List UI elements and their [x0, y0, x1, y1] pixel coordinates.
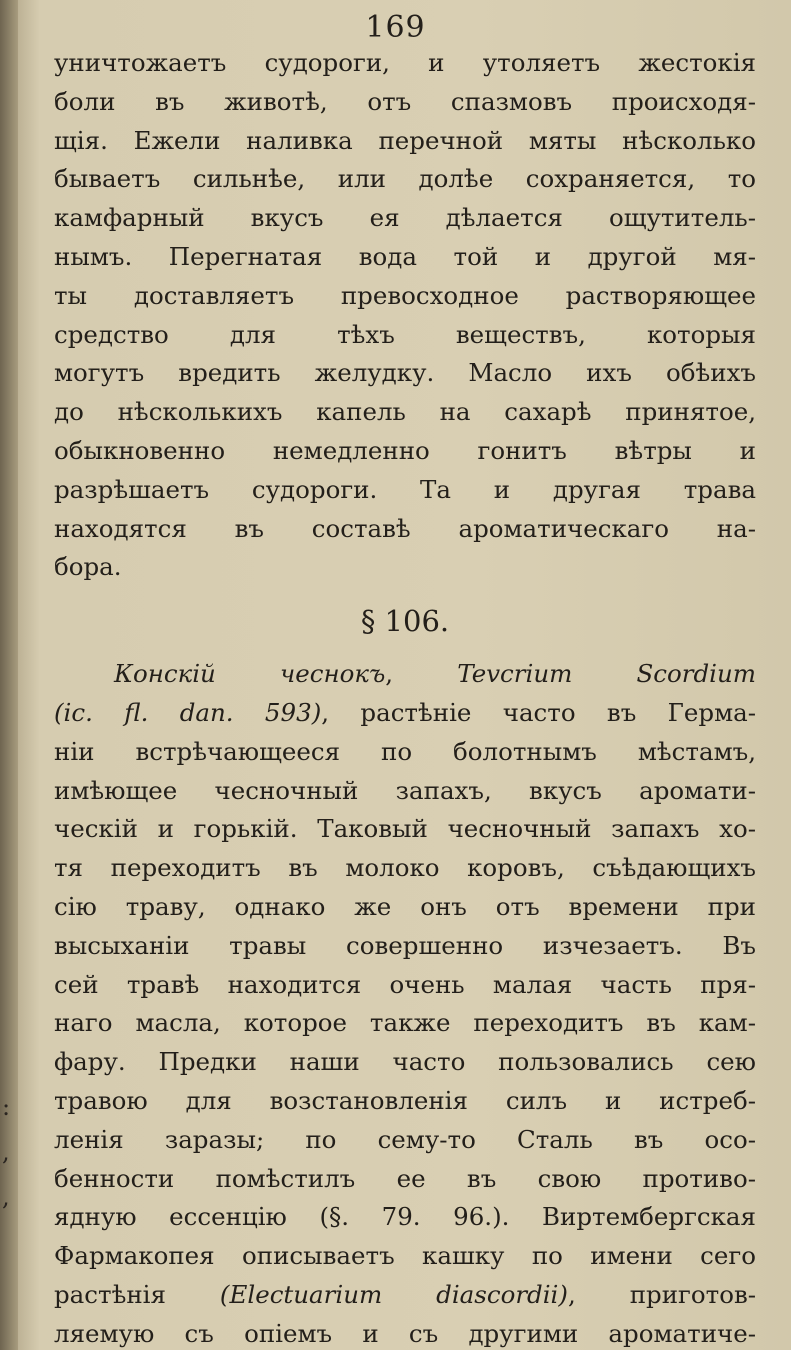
text-line: растѣнія (Electuarium diascordii), приготов-	[54, 1279, 757, 1309]
text-line: тя переходитъ въ молоко коровъ, съѣдающихъ	[54, 853, 756, 883]
margin-mark: ,	[2, 1183, 10, 1211]
section-heading: § 106.	[360, 604, 450, 639]
text-line: фару. Предки наши часто пользовались сею	[54, 1047, 756, 1077]
text-line: (ic. fl. dan. 593), растѣніе часто въ Герма-	[54, 697, 757, 727]
text-line: могутъ вредить желудку. Масло ихъ обѣихъ	[54, 358, 756, 388]
text-line: бываетъ сильнѣе, или долѣе сохраняется, то	[54, 164, 756, 194]
text-line: до нѣсколькихъ капель на сахарѣ принятое,	[54, 397, 756, 427]
text-line: ядную ессенцію (§. 79. 96.). Виртембергская	[54, 1202, 756, 1232]
text-line: боли въ животѣ, отъ спазмовъ происходя-	[54, 86, 756, 116]
reference: (ic. fl. dan. 593)	[54, 697, 322, 727]
text-line: высыханіи травы совершенно изчезаетъ. Въ	[54, 930, 756, 960]
margin-mark: ,	[2, 1138, 10, 1166]
text-line: находятся въ составѣ ароматическаго на-	[54, 513, 756, 543]
term-russian: Конскій чеснокъ	[114, 659, 386, 689]
margin-mark: :	[2, 1093, 11, 1121]
text-line: ты доставляетъ превосходное растворяющее	[54, 280, 756, 310]
text-line: имѣющее чесночный запахъ, вкусъ аромати-	[54, 775, 756, 805]
text-line: ческій и горькій. Таковый чесночный запахъ хо-	[54, 814, 756, 844]
text-line: сію траву, однако же онъ отъ времени при	[54, 891, 756, 921]
text-line: бора.	[54, 552, 122, 582]
text-line: обыкновенно немедленно гонитъ вѣтры и	[54, 435, 756, 465]
term-latin: (Electuarium diascordii)	[219, 1279, 568, 1309]
paragraph-1	[54, 44, 756, 587]
page-number: 169	[365, 10, 426, 45]
text-line: камфарный вкусъ ея дѣлается ощутитель-	[54, 203, 756, 233]
text-line: бенности помѣстилъ ее въ свою противо-	[54, 1163, 756, 1193]
text-line: ляемую съ опіемъ и съ другими ароматиче-	[54, 1318, 756, 1348]
text-line: Конскій чеснокъ, Tevcrium Scordium	[114, 659, 756, 689]
margin-marks	[2, 1085, 10, 1220]
term-latin: Tevcrium Scordium	[457, 659, 756, 689]
page-body	[54, 44, 756, 1350]
text-line: средство для тѣхъ веществъ, которыя	[54, 319, 756, 349]
text-line: ленія заразы; по сему-то Сталь въ осо-	[54, 1124, 756, 1154]
text-line: разрѣшаетъ судороги. Та и другая трава	[54, 474, 756, 504]
text-line: нымъ. Перегнатая вода той и другой мя-	[54, 241, 756, 271]
text-line: уничтожаетъ судороги, и утоляетъ жестокія	[54, 48, 756, 77]
text-line: Фармакопея описываетъ кашку по имени сего	[54, 1241, 756, 1271]
text-line: щія. Ежели наливка перечной мяты нѣсколько	[54, 125, 756, 155]
text-line: травою для возстановленія силъ и истреб-	[54, 1085, 756, 1115]
text-line: наго масла, которое также переходитъ въ кам-	[54, 1008, 756, 1038]
text-line: сей травѣ находится очень малая часть пря-	[54, 969, 756, 999]
paragraph-2	[54, 655, 756, 1350]
text-line: ніи встрѣчающееся по болотнымъ мѣстамъ,	[54, 736, 756, 766]
